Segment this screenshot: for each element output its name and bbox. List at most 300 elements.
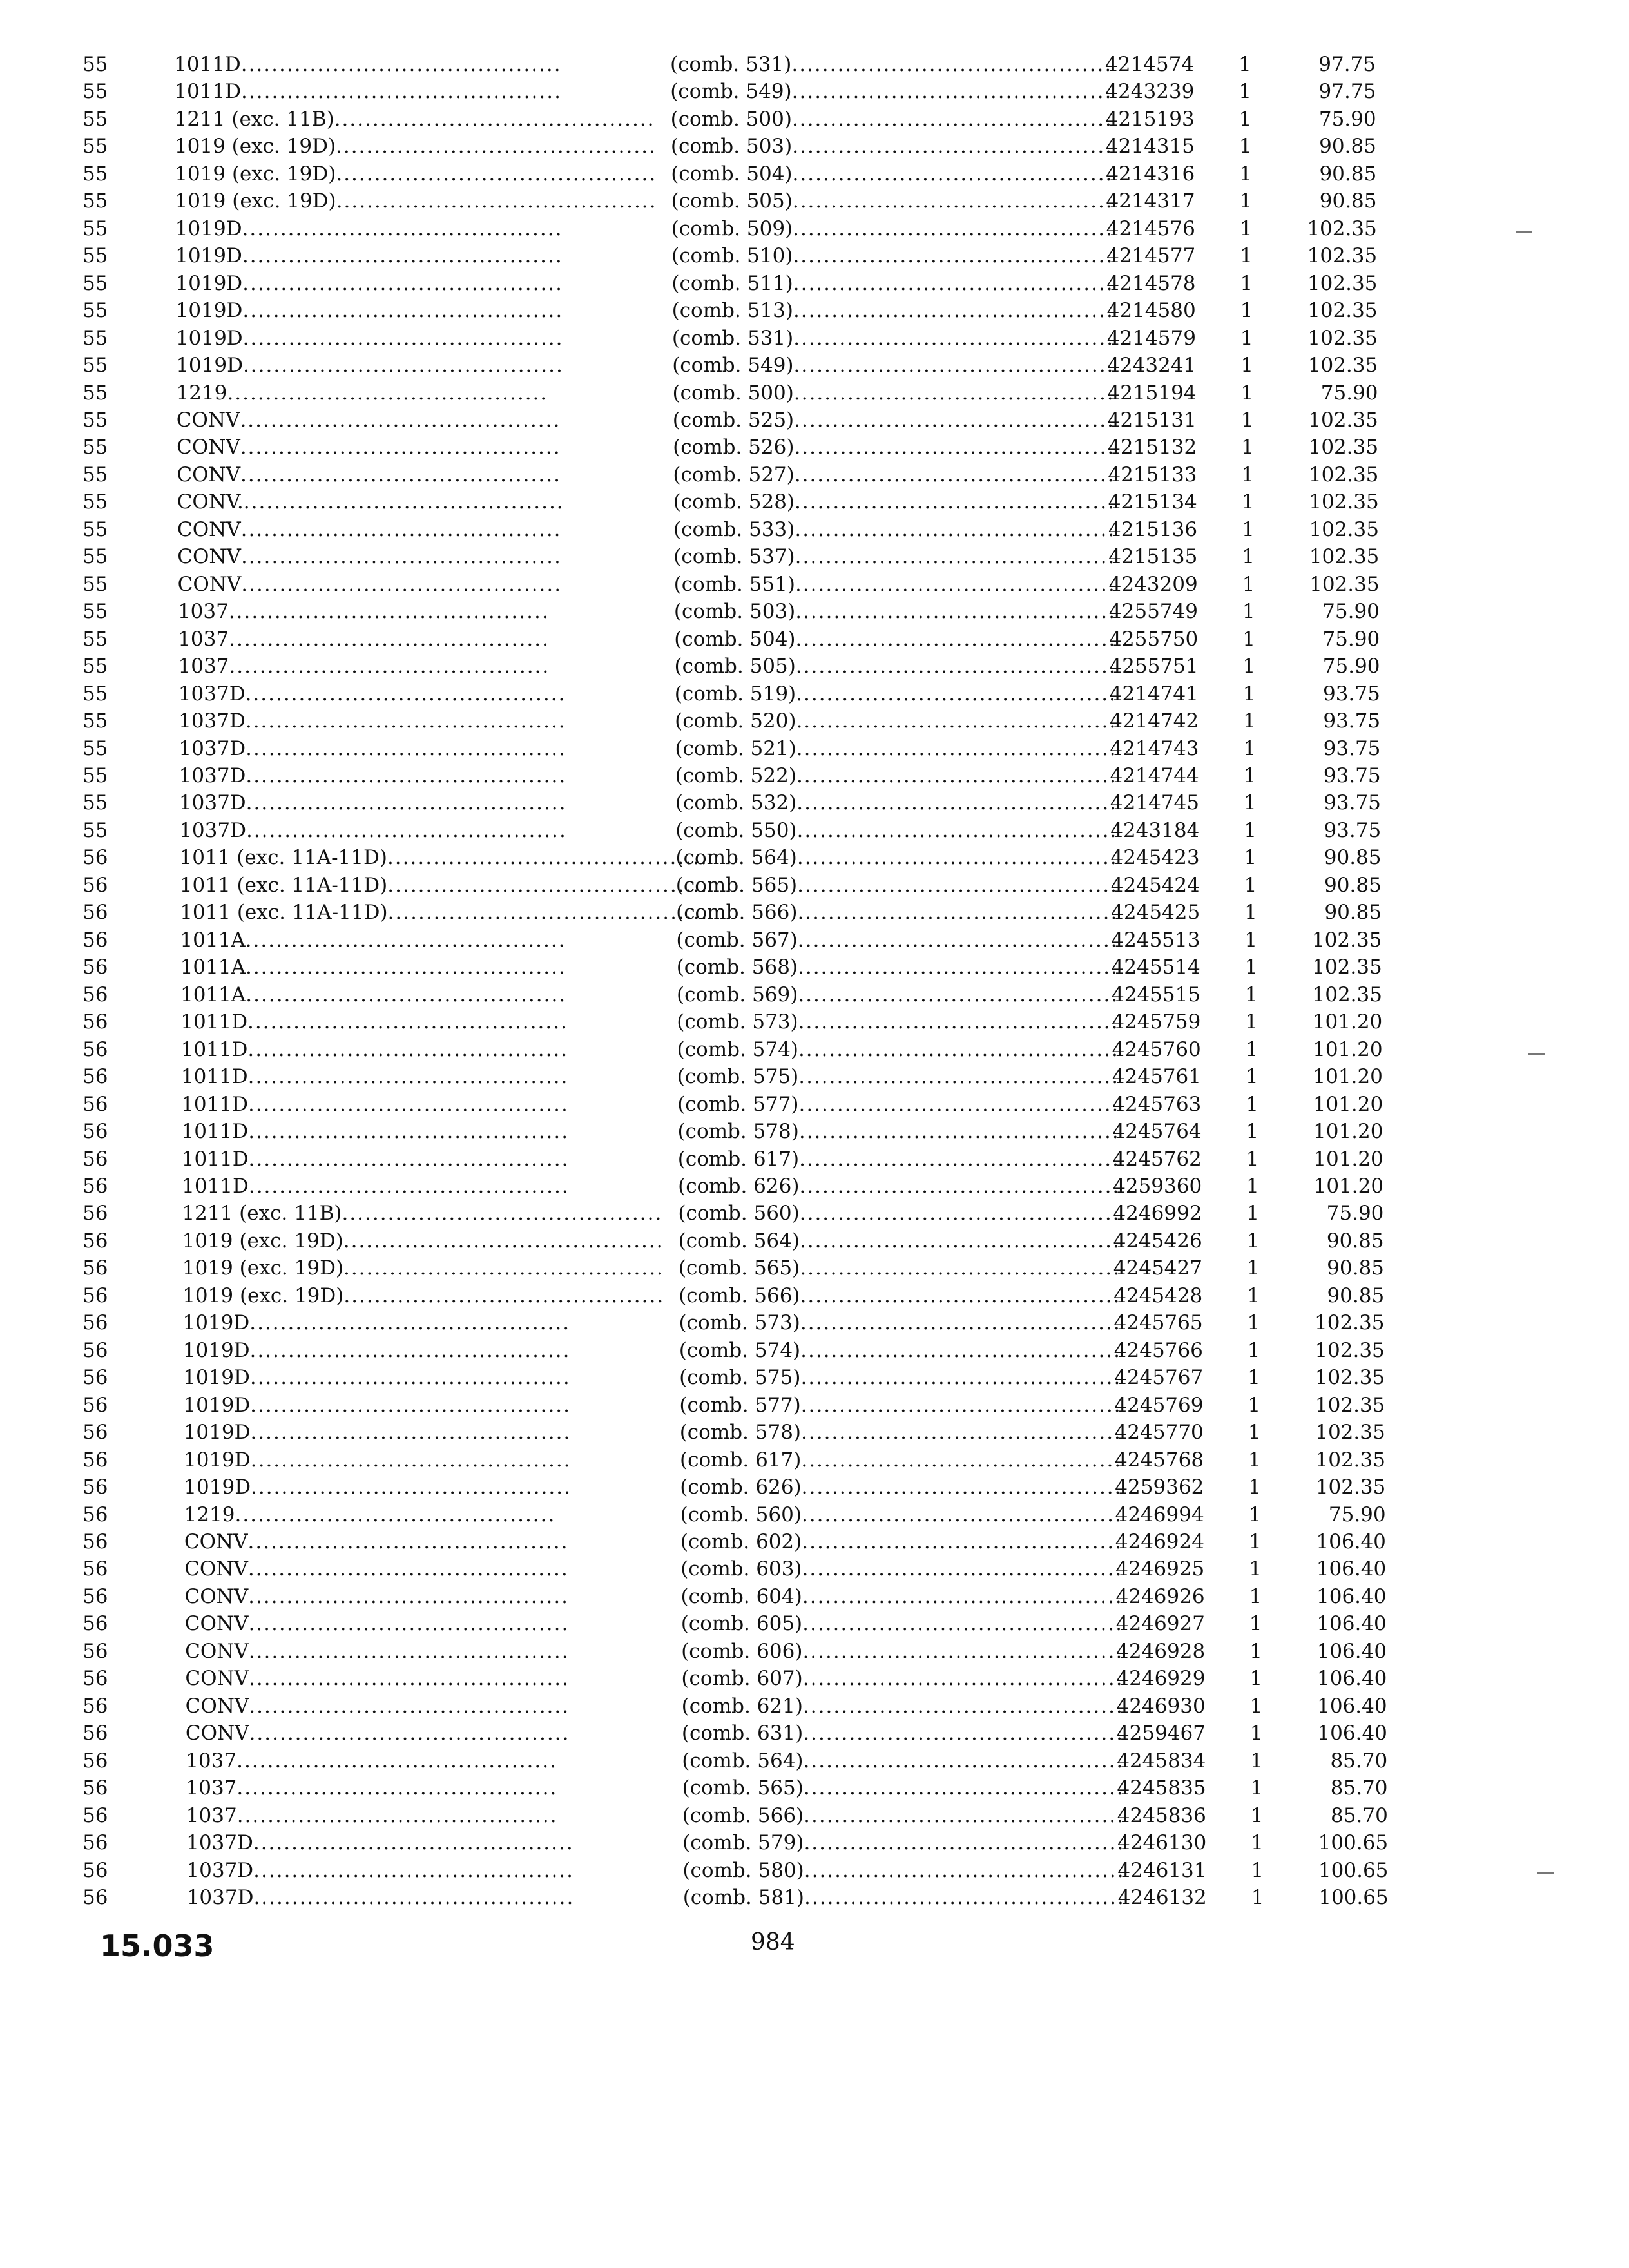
price-cell: [1269, 954, 1382, 980]
code-cell-text: 56: [82, 1202, 108, 1225]
part-number-cell-text: 4259362: [1115, 1475, 1204, 1499]
dot-leader: ..........................................: [793, 244, 1114, 267]
model-cell-text: 1037: [177, 600, 229, 623]
dot-leader: ..........................................: [798, 1038, 1119, 1061]
model-cell-text: CONV.: [177, 490, 244, 514]
dot-leader: ..........................................: [800, 1394, 1122, 1417]
part-number-cell: [1108, 380, 1224, 406]
comb-cell-text: (comb. 565): [682, 1776, 804, 1800]
quantity-cell: [1243, 681, 1269, 707]
quantity-cell: [1248, 1365, 1273, 1390]
part-number-cell-text: 4245770: [1114, 1421, 1204, 1444]
part-number-cell-text: 4215136: [1108, 518, 1198, 541]
model-cell: [178, 681, 597, 707]
table-row: [0, 161, 1629, 187]
price-cell: [1271, 1146, 1383, 1172]
table-row: [0, 899, 1629, 925]
model-cell: [175, 243, 594, 269]
code-cell-text: 56: [82, 1394, 108, 1417]
code-cell: [82, 52, 153, 77]
price-cell-text: 90.85: [1324, 846, 1382, 869]
comb-cell: [671, 188, 1113, 214]
quantity-cell: [1249, 1611, 1275, 1637]
model-cell-text: CONV: [185, 1722, 249, 1745]
model-cell: [182, 1255, 664, 1281]
code-cell: [82, 572, 153, 597]
price-cell: [1268, 736, 1380, 762]
dot-leader: ..........................................: [240, 53, 562, 76]
quantity-cell-text: 1: [1249, 1612, 1262, 1635]
table-row: [0, 243, 1629, 269]
comb-cell: [680, 1502, 1123, 1528]
comb-cell: [670, 106, 1113, 132]
model-cell-text: 1019D: [175, 244, 242, 267]
part-number-cell-text: 4214317: [1106, 189, 1195, 213]
price-cell-text: 102.35: [1315, 1339, 1385, 1362]
price-cell: [1273, 1474, 1385, 1500]
comb-cell-text: (comb. 511): [671, 272, 793, 295]
quantity-cell: [1239, 161, 1265, 187]
table-row: [0, 845, 1629, 870]
price-cell-text: 102.35: [1315, 1311, 1385, 1334]
quantity-cell-text: 1: [1247, 1339, 1260, 1362]
quantity-cell-text: 1: [1242, 545, 1255, 568]
price-cell-text: 93.75: [1323, 764, 1381, 787]
model-cell-text: 1011D: [181, 1148, 249, 1171]
code-cell: [82, 79, 153, 104]
table-row: [0, 407, 1629, 433]
part-number-cell: [1105, 52, 1221, 77]
quantity-cell-text: 1: [1239, 135, 1252, 158]
code-cell: [82, 462, 153, 488]
quantity-cell: [1244, 899, 1270, 925]
comb-cell: [678, 1200, 1121, 1226]
price-cell-text: 101.20: [1313, 1120, 1383, 1143]
code-cell-text: 56: [82, 1776, 108, 1800]
model-cell: [180, 982, 599, 1008]
comb-cell: [680, 1447, 1123, 1473]
code-cell-text: 56: [82, 1749, 108, 1773]
dot-leader: ..........................................: [247, 1065, 569, 1088]
model-cell-text: 1011D: [182, 1175, 249, 1198]
code-cell: [82, 845, 153, 870]
dot-leader: ..........................................: [795, 573, 1116, 596]
dot-leader: ..........................................: [236, 1804, 558, 1827]
price-cell-text: 106.40: [1317, 1695, 1387, 1718]
code-cell: [82, 380, 153, 406]
table-row: [0, 1611, 1629, 1637]
comb-cell-text: (comb. 560): [680, 1503, 802, 1526]
comb-cell-text: (comb. 566): [676, 901, 798, 924]
part-number-cell: [1115, 1502, 1231, 1528]
price-cell: [1273, 1502, 1386, 1528]
quantity-cell-text: 1: [1244, 819, 1257, 842]
dot-leader: ..........................................: [798, 956, 1119, 979]
table-row: [0, 380, 1629, 406]
table-row: [0, 681, 1629, 707]
quantity-cell-text: 1: [1239, 189, 1253, 213]
part-number-cell-text: 4214574: [1105, 53, 1195, 76]
dot-leader: ..........................................: [793, 217, 1114, 240]
dot-leader: ..........................................: [245, 682, 566, 706]
code-cell: [82, 1064, 153, 1090]
dot-leader: ..........................................: [248, 1120, 570, 1143]
table-row: [0, 1748, 1629, 1774]
model-cell: [178, 572, 597, 597]
part-number-cell-text: 4215194: [1107, 381, 1197, 405]
dot-leader: ..........................................: [796, 846, 1118, 869]
price-cell-text: 85.70: [1330, 1749, 1388, 1773]
price-cell: [1273, 1556, 1386, 1582]
price-cell: [1266, 544, 1379, 570]
quantity-cell-text: 1: [1245, 1065, 1258, 1088]
model-cell: [185, 1639, 604, 1664]
part-number-cell-text: 4245835: [1117, 1776, 1206, 1800]
dot-leader: ..........................................: [387, 846, 708, 869]
part-number-cell-text: 4214745: [1110, 791, 1199, 814]
price-cell: [1275, 1775, 1388, 1801]
price-cell-text: 90.85: [1319, 135, 1376, 158]
part-number-cell-text: 4245427: [1113, 1256, 1202, 1280]
table-row: [0, 133, 1629, 159]
dot-leader: ..........................................: [242, 327, 564, 350]
part-number-cell: [1108, 407, 1224, 433]
table-row: [0, 1173, 1629, 1199]
comb-cell: [670, 52, 1113, 77]
part-number-cell-text: 4214578: [1106, 272, 1196, 295]
quantity-cell-text: 1: [1242, 655, 1256, 678]
code-cell: [82, 1173, 153, 1199]
code-cell: [82, 133, 153, 159]
comb-cell-text: (comb. 564): [682, 1749, 804, 1773]
code-cell-text: 55: [82, 135, 108, 158]
part-number-cell: [1114, 1338, 1230, 1363]
dot-leader: ..........................................: [242, 299, 564, 322]
part-number-cell-text: 4215133: [1108, 463, 1197, 486]
comb-cell-text: (comb. 528): [673, 490, 795, 514]
dot-leader: ..........................................: [804, 1804, 1125, 1827]
model-cell-text: 1011D: [174, 53, 241, 76]
price-cell: [1264, 271, 1377, 296]
dot-leader: ..........................................: [800, 1366, 1122, 1389]
quantity-cell-text: 1: [1239, 108, 1252, 131]
comb-cell: [671, 216, 1114, 242]
comb-cell-text: (comb. 573): [679, 1311, 800, 1334]
price-cell-text: 102.35: [1309, 545, 1380, 568]
model-cell-text: CONV: [177, 545, 241, 568]
model-cell-text: 1019D: [184, 1475, 251, 1499]
quantity-cell-text: 1: [1250, 1804, 1264, 1827]
part-number-cell: [1108, 517, 1224, 543]
table-row: [0, 489, 1629, 515]
comb-cell-text: (comb. 531): [671, 327, 794, 350]
comb-cell: [679, 1392, 1122, 1418]
model-cell: [184, 1502, 603, 1528]
comb-cell-text: (comb. 505): [674, 655, 796, 678]
dot-leader: ..........................................: [240, 463, 561, 486]
price-cell-text: 75.90: [1322, 628, 1380, 651]
price-cell: [1272, 1338, 1385, 1363]
dot-leader: ..........................................: [793, 354, 1115, 377]
comb-cell: [680, 1556, 1123, 1582]
quantity-cell-text: 1: [1242, 600, 1255, 623]
price-cell-text: 106.40: [1317, 1722, 1387, 1745]
quantity-cell: [1240, 352, 1266, 378]
price-cell-text: 102.35: [1307, 299, 1378, 322]
code-cell: [82, 407, 153, 433]
dot-leader: ..........................................: [798, 1120, 1120, 1143]
dot-leader: ..........................................: [797, 874, 1119, 897]
price-cell: [1271, 1119, 1383, 1144]
quantity-cell: [1249, 1584, 1275, 1610]
dot-leader: ..........................................: [791, 108, 1113, 131]
quantity-cell-text: 1: [1245, 1010, 1258, 1033]
price-cell-text: 102.35: [1312, 956, 1382, 979]
part-number-cell: [1110, 708, 1226, 734]
price-cell-text: 101.20: [1313, 1093, 1383, 1116]
model-cell-text: 1019D: [182, 1339, 250, 1362]
code-cell: [82, 1693, 153, 1719]
model-cell-text: 1011 (exc. 11A-11D): [179, 874, 388, 897]
comb-cell: [678, 1255, 1121, 1281]
model-cell: [174, 133, 657, 159]
price-cell-text: 93.75: [1323, 682, 1380, 706]
code-cell: [82, 216, 153, 242]
code-cell-text: 56: [82, 1148, 108, 1171]
code-cell: [82, 927, 153, 953]
dot-leader: ..........................................: [343, 1284, 665, 1307]
quantity-cell: [1243, 736, 1269, 762]
quantity-cell: [1240, 325, 1266, 351]
part-number-cell-text: 4246131: [1117, 1859, 1207, 1882]
dot-leader: ..........................................: [803, 1776, 1124, 1800]
code-cell: [82, 1748, 153, 1774]
quantity-cell-text: 1: [1240, 408, 1254, 432]
quantity-cell: [1239, 106, 1265, 132]
dot-leader: ..........................................: [796, 764, 1117, 787]
comb-cell: [680, 1584, 1123, 1610]
price-cell: [1273, 1447, 1385, 1473]
part-number-cell-text: 4246994: [1115, 1503, 1204, 1526]
comb-cell-text: (comb. 521): [675, 737, 796, 760]
part-number-cell: [1117, 1693, 1233, 1719]
part-number-cell: [1112, 954, 1228, 980]
code-cell-text: 55: [82, 709, 108, 733]
model-cell-text: 1019 (exc. 19D): [175, 189, 336, 213]
table-row: [0, 1502, 1629, 1528]
quantity-cell: [1249, 1502, 1275, 1528]
dot-leader: ..........................................: [343, 1256, 664, 1280]
price-cell-text: 90.85: [1327, 1256, 1384, 1280]
part-number-cell-text: 4245769: [1114, 1394, 1204, 1417]
price-cell: [1268, 763, 1381, 789]
dot-leader: ..........................................: [242, 354, 564, 377]
comb-cell: [682, 1748, 1124, 1774]
comb-cell-text: (comb. 526): [673, 436, 795, 459]
price-cell-text: 102.35: [1315, 1366, 1385, 1389]
part-number-cell-text: 4243184: [1110, 819, 1200, 842]
price-cell-text: 101.20: [1313, 1148, 1383, 1171]
quantity-cell-text: 1: [1242, 573, 1255, 596]
dot-leader: ..........................................: [803, 1722, 1124, 1745]
quantity-cell: [1243, 708, 1269, 734]
quantity-cell-text: 1: [1244, 874, 1257, 897]
price-cell-text: 75.90: [1318, 108, 1376, 131]
part-number-cell-text: 4214742: [1110, 709, 1199, 733]
model-cell-text: 1011A: [180, 928, 246, 952]
table-row: [0, 1447, 1629, 1473]
quantity-cell: [1240, 243, 1266, 269]
part-number-cell: [1111, 899, 1227, 925]
table-row: [0, 1529, 1629, 1555]
quantity-cell-text: 1: [1239, 217, 1253, 240]
dot-leader: ..........................................: [793, 299, 1114, 322]
part-number-cell: [1112, 1037, 1228, 1062]
dot-leader: ..........................................: [249, 1667, 570, 1690]
part-number-cell: [1106, 188, 1222, 214]
code-cell-text: 55: [82, 682, 108, 706]
table-row: [0, 517, 1629, 543]
part-number-cell: [1116, 1639, 1232, 1664]
part-number-cell-text: 4246926: [1115, 1585, 1205, 1608]
model-cell: [182, 1200, 663, 1226]
quantity-cell: [1246, 1119, 1272, 1144]
price-cell: [1269, 899, 1382, 925]
price-cell: [1275, 1748, 1387, 1774]
dot-leader: ..........................................: [794, 408, 1115, 432]
model-cell: [186, 1748, 604, 1774]
table-row: [0, 188, 1629, 214]
table-row: [0, 1091, 1629, 1117]
model-cell: [176, 352, 595, 378]
price-cell: [1263, 79, 1376, 104]
code-cell-text: 56: [82, 1311, 108, 1334]
quantity-cell-text: 1: [1241, 436, 1254, 459]
part-number-cell: [1107, 352, 1223, 378]
part-number-cell-text: 4243239: [1105, 80, 1195, 103]
part-number-cell-text: 4245425: [1111, 901, 1200, 924]
code-cell: [82, 1474, 153, 1500]
comb-cell-text: (comb. 510): [671, 244, 793, 267]
part-number-cell-text: 4245768: [1115, 1448, 1204, 1472]
dot-leader: ..........................................: [342, 1202, 663, 1225]
quantity-cell-text: 1: [1245, 983, 1258, 1006]
code-cell-text: 56: [82, 1229, 108, 1253]
comb-cell-text: (comb. 560): [678, 1202, 800, 1225]
code-cell-text: 56: [82, 1065, 108, 1088]
price-cell: [1264, 161, 1376, 187]
quantity-cell: [1240, 298, 1266, 323]
code-cell-text: 56: [82, 1175, 108, 1198]
comb-cell: [674, 681, 1117, 707]
code-cell-text: 56: [82, 928, 108, 952]
model-cell-text: 1019D: [175, 327, 243, 350]
quantity-cell: [1249, 1529, 1275, 1555]
model-cell: [181, 1037, 600, 1062]
table-row: [0, 1720, 1629, 1746]
part-number-cell-text: 4246130: [1117, 1831, 1207, 1854]
dot-leader: ..........................................: [796, 791, 1118, 814]
code-cell: [82, 188, 153, 214]
part-number-cell-text: 4214576: [1106, 217, 1195, 240]
price-cell: [1272, 1392, 1385, 1418]
comb-cell-text: (comb. 564): [678, 1229, 800, 1253]
code-cell: [82, 1502, 153, 1528]
price-cell-text: 101.20: [1313, 1065, 1383, 1088]
dot-leader: ..........................................: [249, 1366, 571, 1389]
comb-cell: [673, 572, 1116, 597]
dot-leader: ..........................................: [336, 189, 657, 213]
price-cell-text: 90.85: [1319, 162, 1377, 186]
part-number-cell: [1115, 1556, 1231, 1582]
comb-cell: [682, 1858, 1125, 1883]
table-row: [0, 818, 1629, 843]
part-number-cell-text: 4245760: [1112, 1038, 1201, 1061]
dot-leader: ..........................................: [247, 1010, 568, 1033]
code-cell: [82, 1775, 153, 1801]
quantity-cell: [1240, 271, 1266, 296]
dot-leader: ..........................................: [801, 1503, 1123, 1526]
model-cell-text: 1019 (exc. 19D): [174, 135, 336, 158]
comb-cell-text: (comb. 605): [680, 1612, 803, 1635]
dot-leader: ..........................................: [240, 545, 562, 568]
price-cell-text: 75.90: [1326, 1202, 1384, 1225]
table-row: [0, 352, 1629, 378]
table-row: [0, 1365, 1629, 1390]
model-cell: [175, 271, 594, 296]
quantity-cell: [1242, 599, 1268, 624]
price-cell-text: 102.35: [1309, 518, 1379, 541]
quantity-cell: [1242, 544, 1268, 570]
dot-leader: ..........................................: [247, 1093, 569, 1116]
price-cell: [1272, 1365, 1385, 1390]
model-cell: [180, 954, 599, 980]
code-cell-text: 55: [82, 490, 108, 514]
table-row: [0, 79, 1629, 104]
table-row: [0, 736, 1629, 762]
part-number-cell-text: 4245766: [1113, 1339, 1203, 1362]
code-cell-text: 55: [82, 737, 108, 760]
table-row: [0, 1474, 1629, 1500]
dot-leader: ..........................................: [247, 1530, 569, 1553]
dot-leader: ..........................................: [229, 628, 550, 651]
part-number-cell: [1113, 1119, 1229, 1144]
table-row: [0, 216, 1629, 242]
comb-cell-text: (comb. 574): [677, 1038, 798, 1061]
dot-leader: ..........................................: [240, 436, 561, 459]
quantity-cell: [1248, 1474, 1274, 1500]
dot-leader: ..........................................: [247, 1038, 569, 1061]
part-number-cell: [1111, 872, 1227, 898]
dot-leader: ..........................................: [336, 135, 657, 158]
dot-leader: ..........................................: [245, 956, 566, 979]
model-cell: [179, 790, 598, 816]
price-cell: [1266, 380, 1378, 406]
model-cell-text: 1011D: [180, 1038, 248, 1061]
dot-leader: ..........................................: [235, 1503, 556, 1526]
code-cell-text: 56: [82, 1557, 108, 1581]
model-cell-text: 1037: [178, 628, 229, 651]
code-cell: [82, 1666, 153, 1691]
part-number-cell: [1108, 544, 1224, 570]
model-cell: [182, 1228, 664, 1254]
part-number-cell-text: 4246132: [1117, 1886, 1207, 1909]
code-cell-text: 55: [82, 600, 108, 623]
table-row: [0, 954, 1629, 980]
model-cell-text: 1037D: [186, 1859, 254, 1882]
part-number-cell: [1107, 325, 1223, 351]
part-number-cell-text: 4215131: [1107, 408, 1197, 432]
